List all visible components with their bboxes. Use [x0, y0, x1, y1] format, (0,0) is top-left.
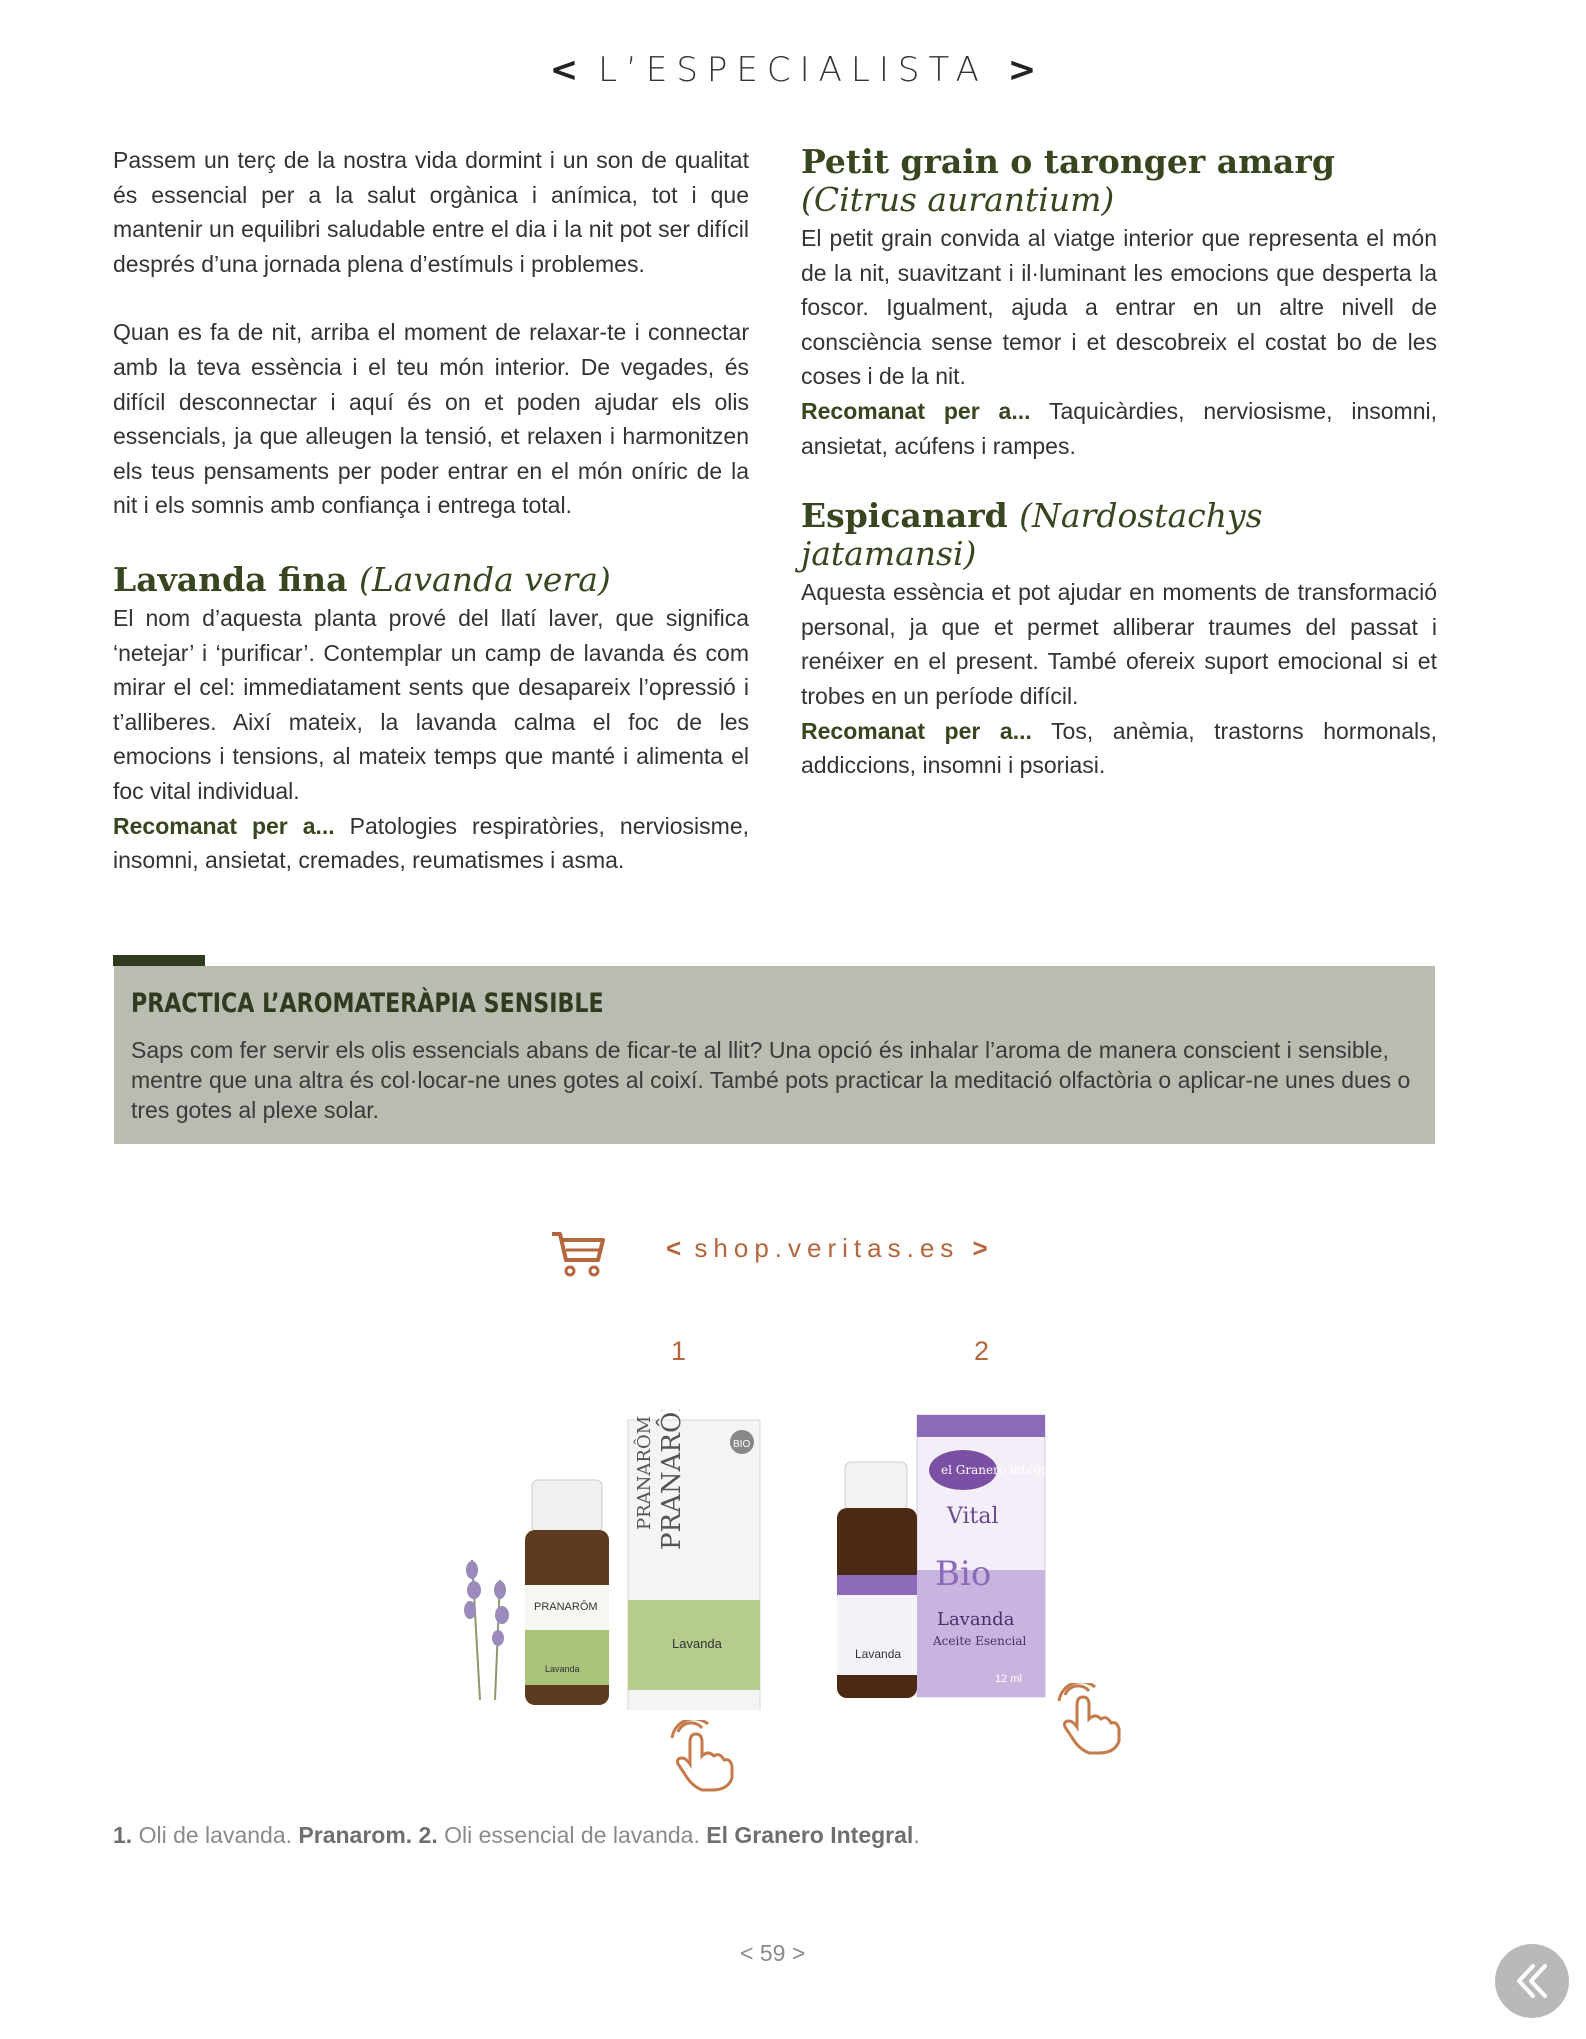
- box-brand-text: PRANARÔM: [657, 1410, 687, 1550]
- product-image-granero[interactable]: [825, 1410, 1055, 1710]
- petitgrain-latin: (Citrus aurantium): [801, 180, 1115, 219]
- caption-text-2: Oli essencial de lavanda.: [437, 1822, 707, 1848]
- granero-illustration: [825, 1410, 1055, 1710]
- petitgrain-body: El petit grain convida al viatge interior que representa el món de la nit, suavitzant i il·luminant les emocions que desperta la foscor. Igualment, ajuda a entrar en un altre nivell de consciència sense temor i et descobreix el costat bo de les coses i de la nit.: [801, 225, 1437, 390]
- shop-link[interactable]: [666, 1233, 988, 1264]
- lavanda-latin: (Lavanda vera): [358, 559, 611, 599]
- pranarom-illustration: [450, 1410, 790, 1710]
- recommended-text: Patologies respiratòries, nerviosisme, insomni, ansietat, cremades, reumatismes i asma.: [113, 812, 749, 874]
- chevron-left-icon: <: [549, 50, 579, 90]
- chevron-left-icon: <: [740, 1940, 754, 1966]
- svg-text:PRANARÔM: PRANARÔM: [534, 1601, 598, 1613]
- intro-paragraph-1: Passem un terç de la nostra vida dormint i un son de qualitat és essencial per a la salut orgànica i anímica, tot i que mantenir un equilibri saludable entre el dia i la nit pot ser difícil després d’una jornada plena d’estímuls i problemes.: [113, 147, 749, 277]
- svg-text:Aceite Esencial: Aceite Esencial: [933, 1634, 1027, 1648]
- caption-text-1: Oli de lavanda.: [132, 1822, 299, 1848]
- espicanard-body: Aquesta essència et pot ajudar en moments de transformació personal, ja que et permet alliberar traumes del passat i renéixer en el present. També ofereix suport emocional si et trobes en un període difícil.: [801, 579, 1437, 709]
- product-number-1: 1: [671, 1336, 687, 1366]
- svg-text:Lavanda: Lavanda: [937, 1609, 1015, 1630]
- tip-box-title: PRACTICA L’AROMATERÀPIA SENSIBLE: [131, 988, 604, 1019]
- product-caption: [113, 1822, 920, 1849]
- espicanard-recommended: [801, 714, 1437, 783]
- lavanda-heading: [113, 561, 749, 599]
- tap-hand-icon[interactable]: [1055, 1683, 1125, 1755]
- recommended-text: Tos, anèmia, trastorns hormonals, addiccions, insomni i psoriasi.: [801, 717, 1437, 779]
- chevron-left-icon: <: [666, 1233, 682, 1263]
- svg-text:PRANARÔM: PRANARÔM: [634, 1415, 655, 1530]
- recommended-label: Recomanat per a...: [801, 717, 1032, 744]
- caption-number-1: 1.: [113, 1822, 133, 1848]
- product-image-pranarom[interactable]: [450, 1410, 790, 1710]
- product-number-2: 2: [974, 1336, 990, 1366]
- right-column: [801, 143, 1437, 783]
- intro-paragraph-2: Quan es fa de nit, arriba el moment de relaxar-te i connectar amb la teva essència i el teu món interior. De vegades, és difícil desconnectar i aquí és on et poden ajudar els olis essencials, ja que alleugen la tensió, et relaxen i harmonitzen els teus pensaments per poder entrar en el món oníric de la nit i els somnis amb confiança i entrega total.: [113, 319, 749, 519]
- espicanard-title: Espicanard: [801, 496, 1008, 536]
- cart-icon[interactable]: [550, 1228, 606, 1278]
- lavanda-body: El nom d’aquesta planta prové del llatí laver, que significa ‘netejar’ i ‘purificar’. Contemplar un camp de lavanda és com mirar el cel: immediatament sents que desapareix l’opressió i t’alliberes. Així mateix, la lavanda calma el foc de les emocions i tensions, al mateix temps que manté i alimenta el foc vital individual.: [113, 604, 749, 804]
- left-column: [113, 143, 749, 878]
- caption-brand-1: Pranarom.: [298, 1822, 413, 1848]
- svg-text:Lavanda: Lavanda: [672, 1636, 722, 1651]
- recommended-label: Recomanat per a...: [801, 397, 1031, 424]
- svg-text:Lavanda: Lavanda: [545, 1664, 580, 1674]
- recommended-label: Recomanat per a...: [113, 812, 335, 839]
- section-title: L’ESPECIALISTA: [598, 50, 988, 90]
- box-accent-tab: [113, 955, 205, 966]
- previous-page-button[interactable]: [1495, 1944, 1569, 2018]
- shop-url[interactable]: shop.veritas.es: [694, 1233, 960, 1263]
- caption-end: .: [913, 1822, 920, 1848]
- tap-hand-icon[interactable]: [668, 1720, 738, 1792]
- petitgrain-title: Petit grain o taronger amarg: [801, 142, 1335, 181]
- lavanda-title: Lavanda fina: [113, 559, 348, 599]
- espicanard-heading: [801, 497, 1437, 573]
- caption-number-2: 2.: [412, 1822, 438, 1848]
- tip-box-body: Saps com fer servir els olis essencials abans de ficar-te al llit? Una opció és inhalar l’aroma de manera conscient i sensible, mentre que una altra és col·locar-ne unes gotes al coixí. També pots practicar la meditació olfactòria o aplicar-ne unes dues o tres gotes al plexe solar.: [131, 1037, 1411, 1123]
- page-number: [740, 1940, 805, 1967]
- chevron-right-icon: >: [1007, 50, 1037, 90]
- svg-text:Bio: Bio: [935, 1554, 992, 1594]
- section-header: [0, 50, 1586, 90]
- svg-text:el Granero integral: el Granero integral: [941, 1463, 1055, 1477]
- petitgrain-heading: [801, 143, 1437, 219]
- svg-text:Lavanda: Lavanda: [855, 1647, 902, 1661]
- double-chevron-left-icon: [1495, 1944, 1569, 2018]
- svg-text:BIO: BIO: [733, 1439, 751, 1450]
- recommended-text: Taquicàrdies, nerviosisme, insomni, ansietat, acúfens i rampes.: [801, 397, 1437, 459]
- chevron-right-icon: >: [972, 1233, 988, 1263]
- page-number-value: 59: [759, 1940, 786, 1966]
- lavanda-recommended: [113, 809, 749, 878]
- svg-text:12 ml: 12 ml: [995, 1673, 1022, 1685]
- espicanard-latin: (Nardostachys jatamansi): [801, 496, 1263, 574]
- svg-text:Vital: Vital: [947, 1504, 999, 1529]
- chevron-right-icon: >: [791, 1940, 806, 1966]
- caption-brand-2: El Granero Integral: [706, 1822, 914, 1848]
- petitgrain-recommended: [801, 394, 1437, 463]
